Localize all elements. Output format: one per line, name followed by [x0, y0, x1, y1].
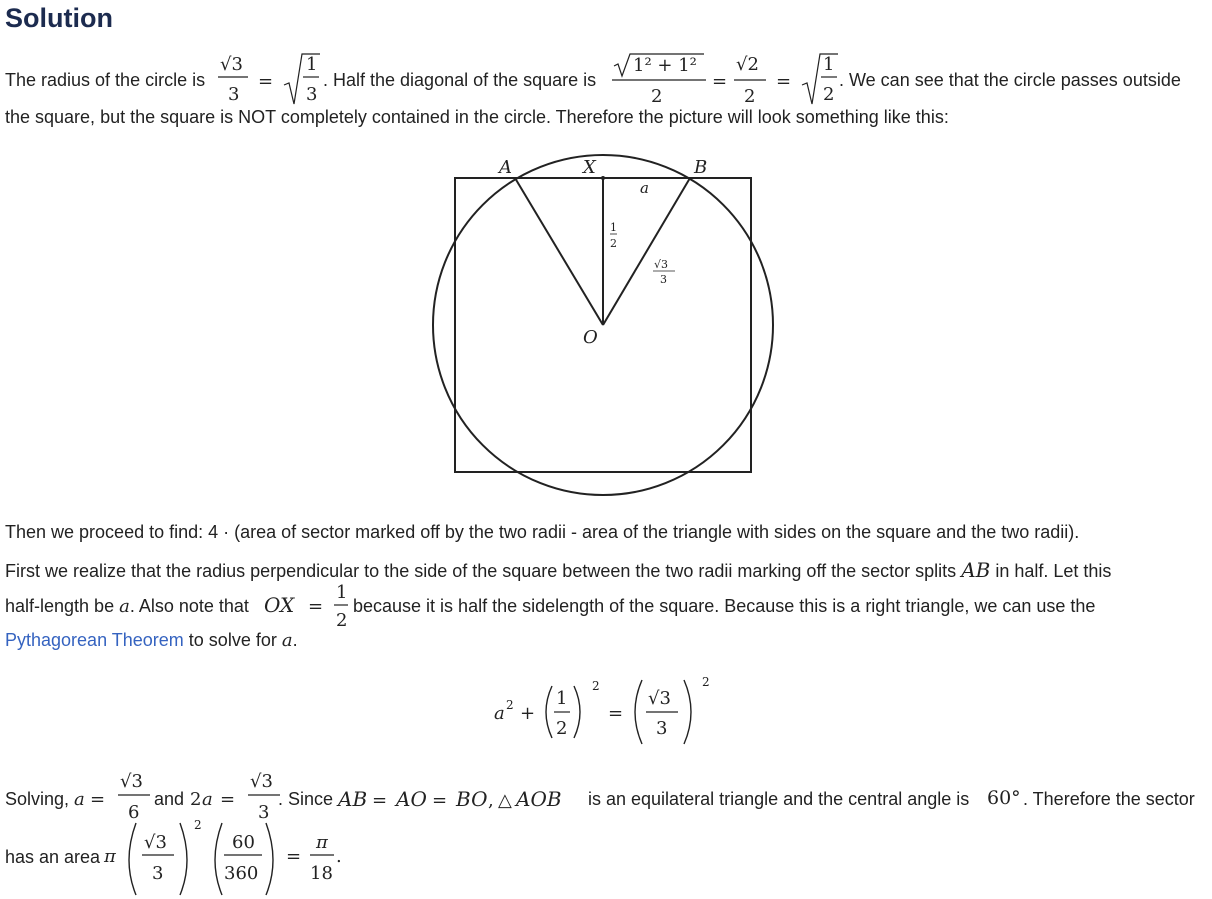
svg-text:2: 2 — [194, 818, 202, 832]
pythagorean-theorem-link[interactable]: Pythagorean Theorem — [5, 630, 184, 650]
outside-text: . We can see that the circle passes outside — [839, 70, 1181, 90]
svg-text:.: . — [336, 846, 342, 867]
sector-area-expression — [102, 815, 347, 899]
and-text: and — [154, 789, 185, 809]
svg-text:AO: AO — [396, 787, 427, 811]
svg-text:3: 3 — [228, 84, 240, 105]
since-text: . Since — [278, 789, 334, 809]
paragraph3-line3: Pythagorean Theorem to solve for a. — [5, 630, 298, 651]
point-x — [601, 176, 605, 180]
equilateral-statement — [336, 784, 588, 814]
svg-text:2: 2 — [190, 789, 202, 810]
svg-text:√3: √3 — [250, 771, 273, 792]
svg-text:1: 1 — [556, 688, 568, 709]
svg-text:1: 1 — [336, 582, 348, 603]
svg-text:1: 1 — [306, 54, 318, 75]
radius-expression — [214, 48, 332, 108]
svg-text:AB: AB — [338, 787, 368, 811]
paragraph3-line1: First we realize that the radius perpendicular to the side of the square between the two radii marking off the sector splits AB in half. Let this — [5, 558, 1112, 582]
radius-ob — [603, 178, 690, 325]
svg-text:3: 3 — [656, 718, 668, 739]
svg-text:BO: BO — [456, 787, 488, 811]
pythagorean-equation — [490, 672, 720, 752]
label-half-num: 1 — [610, 221, 617, 234]
geometry-figure — [420, 150, 790, 500]
svg-text:60: 60 — [232, 832, 255, 853]
svg-text:1² + 1²: 1² + 1² — [633, 55, 697, 76]
radius-oa — [515, 178, 603, 325]
paragraph1-line2: the square, but the square is NOT completely contained in the circle. Therefore the picture will look something like this: — [5, 107, 949, 127]
svg-text:π: π — [316, 832, 328, 853]
svg-text:2: 2 — [823, 84, 835, 105]
svg-text:=: = — [258, 71, 274, 92]
svg-text:AOB: AOB — [516, 787, 562, 811]
diagonal-text: . Half the diagonal of the square is — [323, 70, 597, 90]
paragraph2: Then we proceed to find: 4 · (area of sector marked off by the two radii - area of the triangle with sides on the square and the two radii). — [5, 522, 1080, 542]
svg-text:360: 360 — [224, 863, 259, 884]
svg-text:18: 18 — [310, 863, 333, 884]
label-a-length: a — [640, 179, 649, 197]
label-o-point: O — [583, 327, 598, 348]
svg-text:=: = — [308, 596, 324, 617]
svg-text:=: = — [220, 789, 236, 810]
svg-text:√2: √2 — [736, 54, 759, 75]
svg-text:π: π — [104, 846, 116, 867]
svg-text:a: a — [202, 789, 213, 810]
label-x-point: X — [583, 157, 596, 178]
svg-text:=: = — [372, 790, 388, 811]
paragraph3-line2b: because it is half the sidelength of the square. Because this is a right triangle, we can use the — [353, 596, 1096, 616]
svg-text:+: + — [520, 703, 536, 724]
svg-text:2: 2 — [702, 675, 710, 689]
sector-text: . Therefore the sector — [1023, 789, 1195, 809]
label-a-point: A — [499, 157, 512, 178]
solving-text: Solving, — [5, 789, 70, 809]
label-half-den: 2 — [610, 237, 617, 250]
svg-text:3: 3 — [258, 802, 270, 823]
paragraph3-line2a: half-length be a. Also note that — [5, 596, 249, 617]
radius-text: The radius of the circle is — [5, 70, 206, 90]
label-root-den: 3 — [660, 273, 667, 286]
svg-text:2: 2 — [336, 610, 348, 631]
svg-text:6: 6 — [128, 802, 140, 823]
solution-heading: Solution — [5, 3, 113, 33]
svg-text:1: 1 — [823, 54, 835, 75]
svg-text:√3: √3 — [648, 688, 671, 709]
svg-text:2: 2 — [592, 679, 600, 693]
svg-text:=: = — [608, 703, 624, 724]
ox-equation — [262, 578, 354, 634]
svg-text:2: 2 — [744, 86, 756, 107]
equilateral-text: is an equilateral triangle and the central angle is — [588, 789, 970, 809]
svg-text:=: = — [286, 846, 302, 867]
svg-text:=: = — [776, 71, 792, 92]
area-text: has an area — [5, 847, 101, 867]
label-b-point: B — [694, 157, 708, 178]
svg-text:a: a — [74, 789, 85, 810]
svg-text:√3: √3 — [144, 832, 167, 853]
svg-text:=: = — [90, 789, 106, 810]
svg-text:a: a — [494, 703, 505, 724]
svg-text:,: , — [488, 790, 494, 811]
svg-text:=: = — [712, 71, 728, 92]
svg-text:2: 2 — [506, 698, 514, 712]
label-root-num: √3 — [654, 258, 669, 271]
svg-text:2: 2 — [556, 718, 568, 739]
svg-text:√3: √3 — [220, 54, 243, 75]
diagonal-expression — [608, 48, 848, 108]
svg-text:=: = — [432, 790, 448, 811]
svg-text:√3: √3 — [120, 771, 143, 792]
svg-text:2: 2 — [651, 86, 663, 107]
svg-text:3: 3 — [306, 84, 318, 105]
svg-text:△: △ — [498, 790, 512, 811]
angle-value: 60° — [987, 787, 1021, 809]
svg-text:OX: OX — [264, 593, 295, 617]
svg-text:3: 3 — [152, 863, 164, 884]
